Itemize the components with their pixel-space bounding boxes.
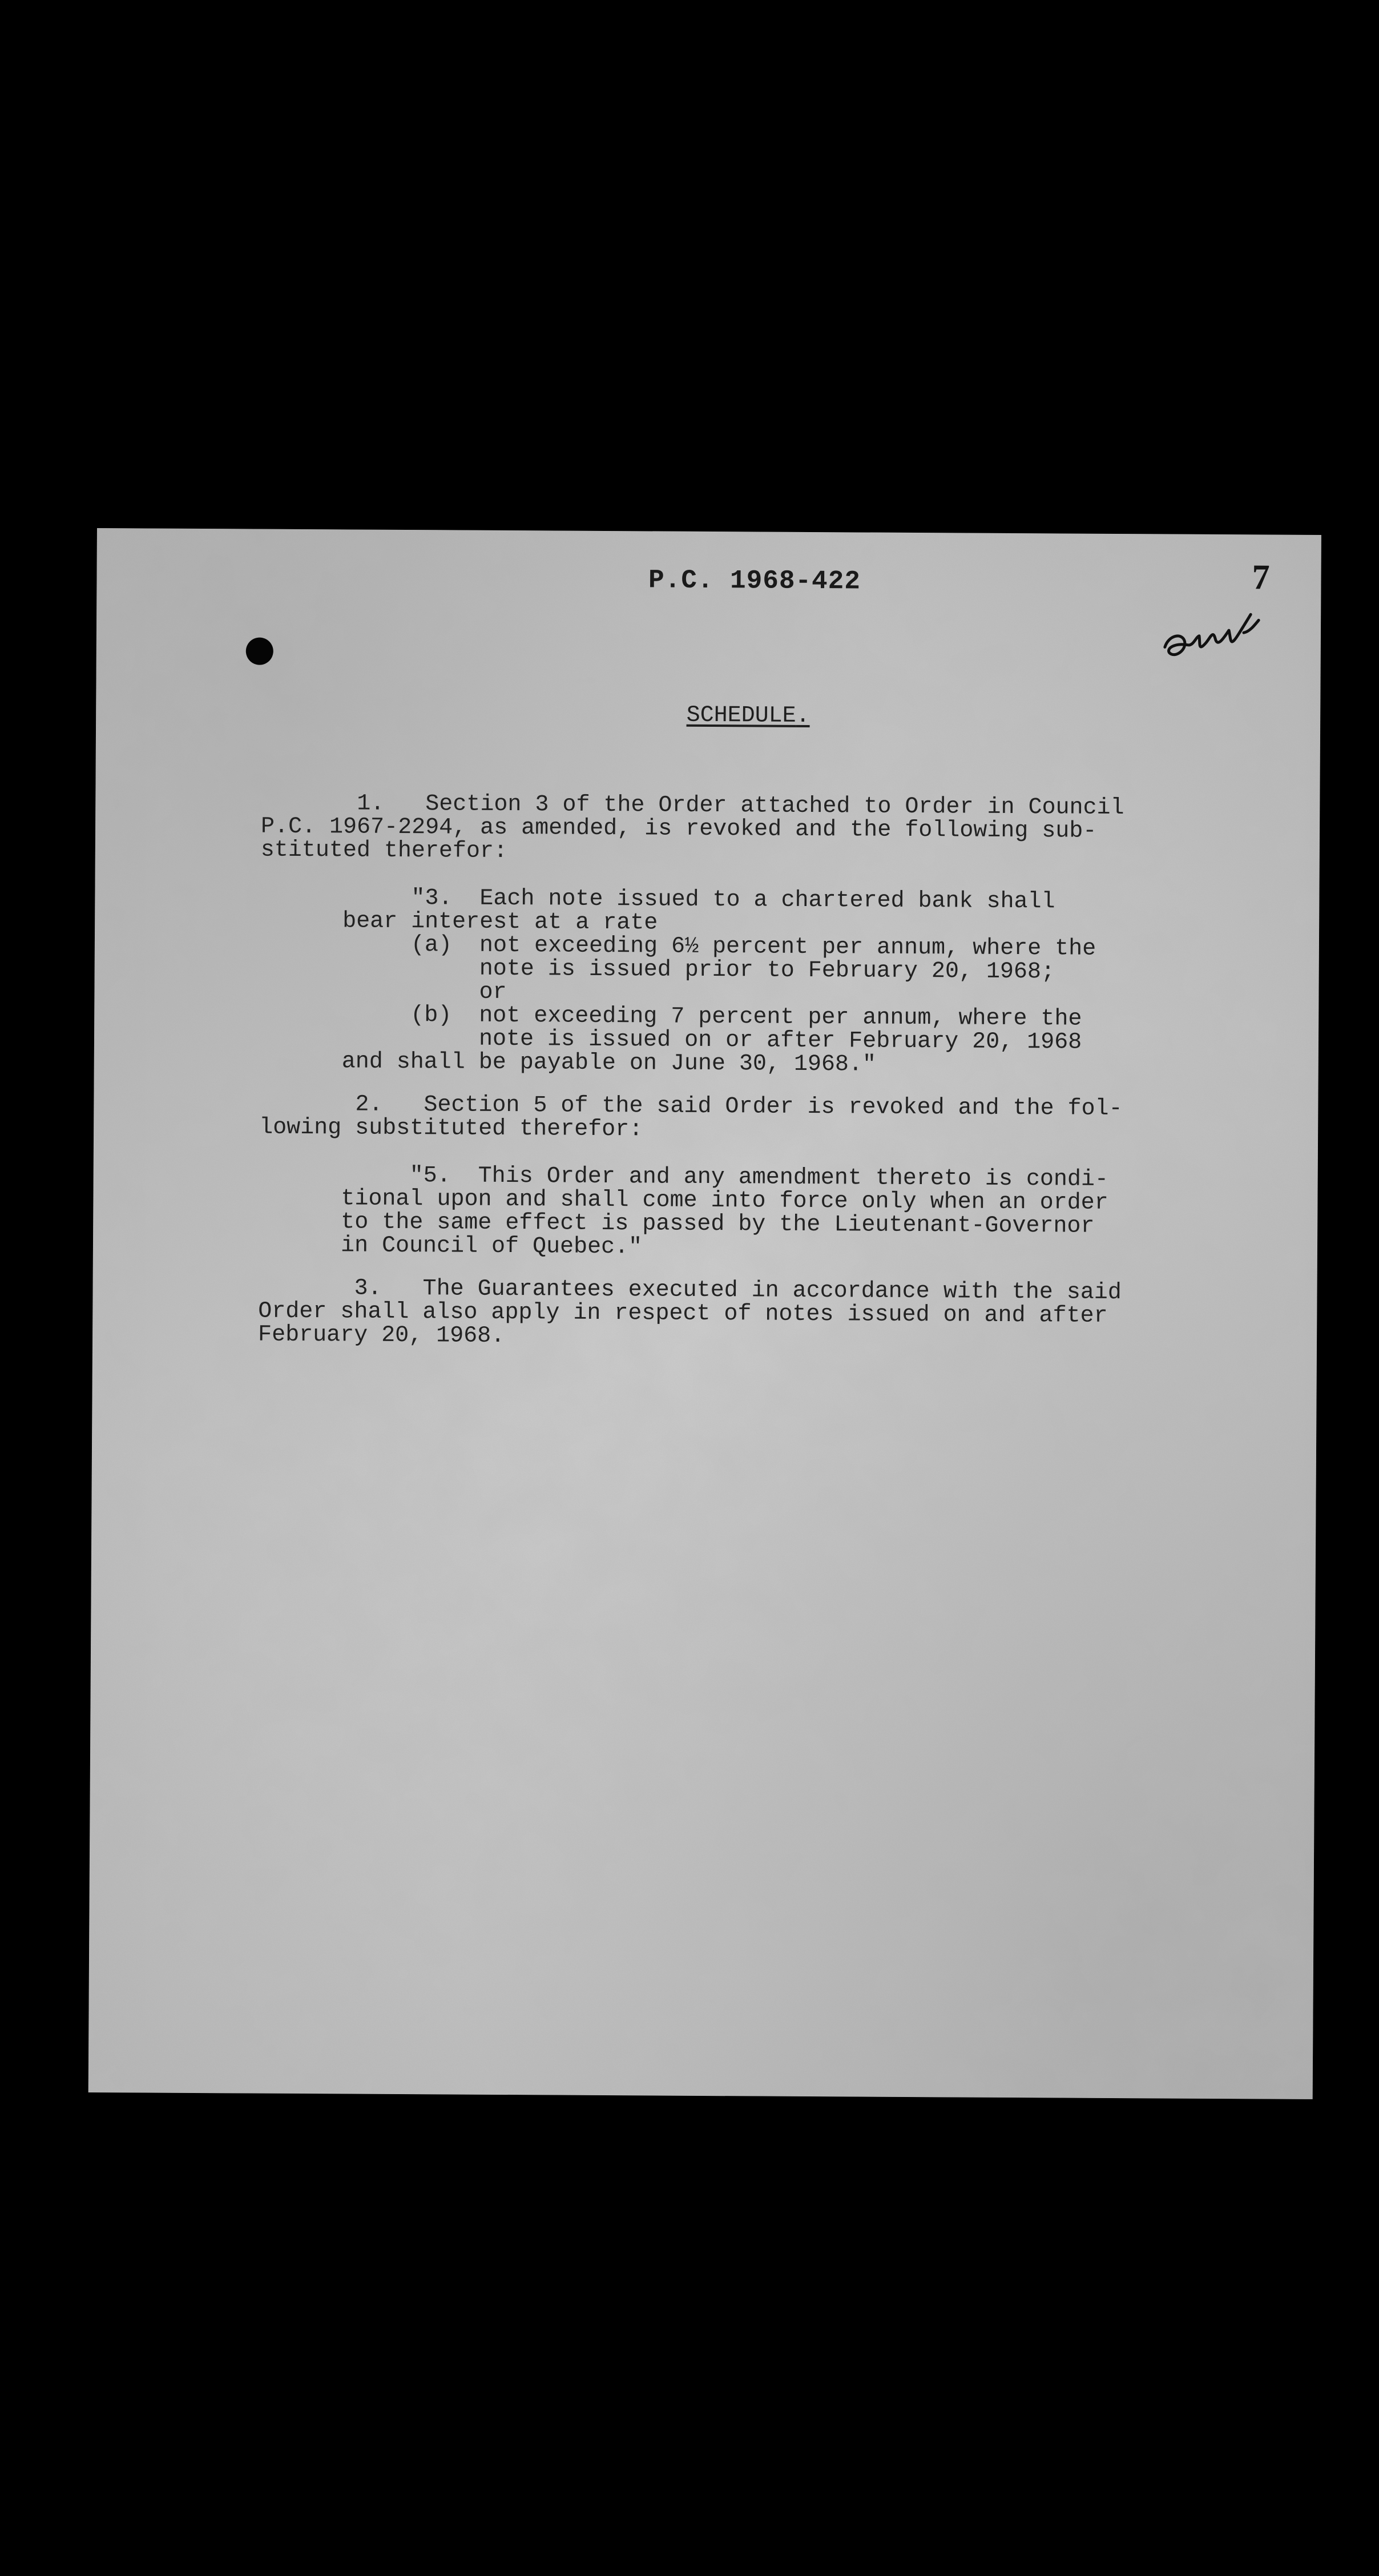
section-3-guarantees-paragraph: 3. The Guarantees executed in accordance with the said Order shall also apply in respect of notes issued on and after February 20, 1968. xyxy=(257,1275,1122,1350)
section-2-paragraph: 2. Section 5 of the said Order is revoked and the fol- lowing substituted therefor: xyxy=(259,1091,1123,1143)
section-1-paragraph: 1. Section 3 of the Order attached to Order in Council P.C. 1967-2294, as amended, is revoked and the following sub- stituted therefor: xyxy=(260,790,1124,865)
section-3-quoted-text: "3. Each note issued to a chartered bank shall bear interest at a rate (a) not exceeding 6½ percent per annum, where the note is issued prior to February 20, 1968; or (b) not exceeding 7 percent per annum, where the note is issued on or after February 20, 1968 and shall be payable on June 30, 1968." xyxy=(259,884,1096,1078)
order-reference: P.C. 1968-422 xyxy=(648,565,861,597)
punch-hole xyxy=(246,637,273,665)
document-page xyxy=(88,528,1321,2099)
schedule-body xyxy=(258,792,1265,1353)
schedule-title-period: . xyxy=(796,703,810,729)
schedule-title-text: SCHEDULE xyxy=(686,702,796,729)
page-number: 7 xyxy=(1252,558,1270,597)
handwritten-initials xyxy=(1158,602,1290,671)
section-5-quoted-text: "5. This Order and any amendment thereto is condi- tional upon and shall come into force only when an order to the same effect is passed by the Lieutenant-Governor in Council of Quebec." xyxy=(258,1162,1109,1261)
